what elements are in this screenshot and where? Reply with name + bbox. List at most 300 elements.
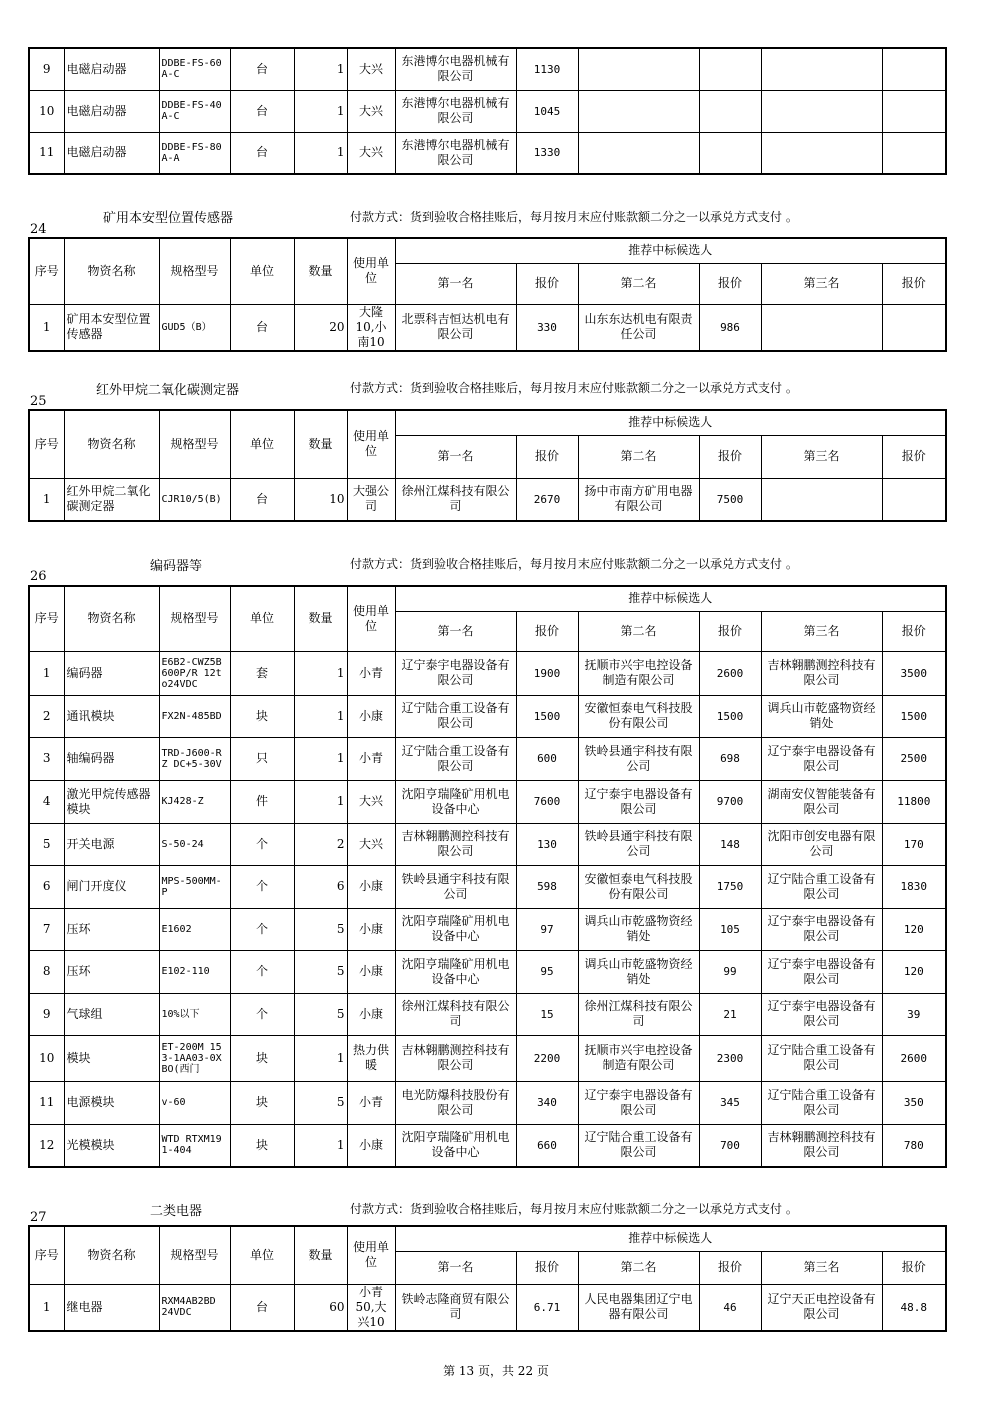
item-user: 小康 bbox=[347, 908, 395, 950]
item-unit: 个 bbox=[230, 950, 294, 993]
item-qty: 2 bbox=[294, 823, 347, 865]
item-qty: 20 bbox=[294, 304, 347, 351]
item-unit: 个 bbox=[230, 993, 294, 1035]
row-number: 8 bbox=[29, 950, 64, 993]
item-unit: 块 bbox=[230, 1124, 294, 1167]
third-price: 350 bbox=[882, 1081, 946, 1124]
second-price: 345 bbox=[699, 1081, 761, 1124]
table-row bbox=[29, 737, 946, 780]
header-price: 报价 bbox=[699, 1251, 761, 1284]
header-second: 第二名 bbox=[578, 1251, 699, 1284]
header-qty: 数量 bbox=[294, 586, 347, 651]
item-name: 闸门开度仪 bbox=[64, 865, 159, 908]
row-number: 9 bbox=[29, 48, 64, 90]
second-candidate: 人民电器集团辽宁电器有限公司 bbox=[578, 1284, 699, 1331]
second-candidate: 铁岭县通宇科技有限公司 bbox=[578, 737, 699, 780]
item-user: 小康 bbox=[347, 865, 395, 908]
second-candidate bbox=[578, 90, 699, 132]
item-qty: 1 bbox=[294, 1035, 347, 1081]
third-candidate: 吉林翱鹏测控科技有限公司 bbox=[761, 651, 882, 695]
third-candidate bbox=[761, 90, 882, 132]
header-user: 使用单位 bbox=[347, 586, 395, 651]
procurement-table bbox=[28, 585, 947, 1168]
third-price: 2500 bbox=[882, 737, 946, 780]
second-candidate: 辽宁泰宇电器设备有限公司 bbox=[578, 1081, 699, 1124]
first-price: 1130 bbox=[516, 48, 578, 90]
item-user: 小青 bbox=[347, 651, 395, 695]
header-model: 规格型号 bbox=[159, 586, 230, 651]
section-title: 矿用本安型位置传感器 bbox=[103, 211, 234, 226]
page-footer: 第 13 页，共 22 页 bbox=[443, 1364, 549, 1378]
first-price: 130 bbox=[516, 823, 578, 865]
header-third: 第三名 bbox=[761, 1251, 882, 1284]
item-unit: 块 bbox=[230, 1081, 294, 1124]
item-model: E1602 bbox=[159, 908, 230, 950]
item-model: MPS-500MM-P bbox=[159, 865, 230, 908]
item-model: 10%以下 bbox=[159, 993, 230, 1035]
header-second: 第二名 bbox=[578, 263, 699, 304]
first-price: 600 bbox=[516, 737, 578, 780]
item-unit: 台 bbox=[230, 132, 294, 174]
third-price: 3500 bbox=[882, 651, 946, 695]
item-unit: 个 bbox=[230, 865, 294, 908]
third-candidate: 调兵山市乾盛物资经销处 bbox=[761, 695, 882, 737]
second-price: 700 bbox=[699, 1124, 761, 1167]
second-candidate: 调兵山市乾盛物资经销处 bbox=[578, 908, 699, 950]
table-row bbox=[29, 908, 946, 950]
second-price: 46 bbox=[699, 1284, 761, 1331]
item-qty: 1 bbox=[294, 737, 347, 780]
header-recommend: 推荐中标候选人 bbox=[395, 586, 946, 611]
item-qty: 5 bbox=[294, 908, 347, 950]
first-price: 97 bbox=[516, 908, 578, 950]
second-price bbox=[699, 132, 761, 174]
header-third: 第三名 bbox=[761, 263, 882, 304]
row-number: 1 bbox=[29, 478, 64, 521]
first-candidate: 沈阳亨瑞隆矿用机电设备中心 bbox=[395, 780, 516, 823]
item-name: 开关电源 bbox=[64, 823, 159, 865]
second-price bbox=[699, 48, 761, 90]
item-unit: 块 bbox=[230, 1035, 294, 1081]
item-model: KJ428-Z bbox=[159, 780, 230, 823]
third-price bbox=[882, 132, 946, 174]
item-qty: 1 bbox=[294, 132, 347, 174]
row-number: 4 bbox=[29, 780, 64, 823]
second-price: 2300 bbox=[699, 1035, 761, 1081]
header-no: 序号 bbox=[29, 238, 64, 304]
first-candidate: 电光防爆科技股份有限公司 bbox=[395, 1081, 516, 1124]
header-recommend: 推荐中标候选人 bbox=[395, 410, 946, 435]
first-candidate: 吉林翱鹏测控科技有限公司 bbox=[395, 1035, 516, 1081]
first-price: 7600 bbox=[516, 780, 578, 823]
second-candidate: 抚顺市兴宇电控设备制造有限公司 bbox=[578, 651, 699, 695]
row-number: 11 bbox=[29, 1081, 64, 1124]
table-row bbox=[29, 478, 946, 521]
item-qty: 5 bbox=[294, 950, 347, 993]
second-price: 148 bbox=[699, 823, 761, 865]
item-name: 编码器 bbox=[64, 651, 159, 695]
item-qty: 1 bbox=[294, 90, 347, 132]
first-price: 1330 bbox=[516, 132, 578, 174]
first-candidate: 东港博尔电器机械有限公司 bbox=[395, 132, 516, 174]
second-candidate: 铁岭县通宇科技有限公司 bbox=[578, 823, 699, 865]
header-user: 使用单位 bbox=[347, 1226, 395, 1284]
item-model: ET-200M 153-1AA03-0XBO(西门 bbox=[159, 1035, 230, 1081]
third-price: 2600 bbox=[882, 1035, 946, 1081]
first-price: 660 bbox=[516, 1124, 578, 1167]
header-price: 报价 bbox=[516, 611, 578, 651]
table-row bbox=[29, 865, 946, 908]
item-user: 大兴 bbox=[347, 823, 395, 865]
item-unit: 个 bbox=[230, 908, 294, 950]
header-third: 第三名 bbox=[761, 611, 882, 651]
second-candidate: 调兵山市乾盛物资经销处 bbox=[578, 950, 699, 993]
third-candidate: 沈阳市创安电器有限公司 bbox=[761, 823, 882, 865]
item-name: 电磁启动器 bbox=[64, 90, 159, 132]
first-price: 598 bbox=[516, 865, 578, 908]
item-unit: 台 bbox=[230, 1284, 294, 1331]
continued-table bbox=[28, 47, 947, 175]
procurement-table bbox=[28, 409, 947, 522]
row-number: 7 bbox=[29, 908, 64, 950]
header-qty: 数量 bbox=[294, 410, 347, 478]
section-number: 24 bbox=[30, 222, 47, 237]
row-number: 3 bbox=[29, 737, 64, 780]
header-no: 序号 bbox=[29, 410, 64, 478]
third-price: 120 bbox=[882, 908, 946, 950]
first-candidate: 辽宁泰宇电器设备有限公司 bbox=[395, 651, 516, 695]
item-user: 小青 bbox=[347, 737, 395, 780]
header-no: 序号 bbox=[29, 1226, 64, 1284]
second-price bbox=[699, 90, 761, 132]
item-user: 大兴 bbox=[347, 48, 395, 90]
item-user: 小康 bbox=[347, 993, 395, 1035]
header-unit: 单位 bbox=[230, 238, 294, 304]
third-price: 1500 bbox=[882, 695, 946, 737]
third-price: 48.8 bbox=[882, 1284, 946, 1331]
payment-terms: 付款方式：货到验收合格挂账后，每月按月末应付账款额二分之一以承兑方式支付 。 bbox=[350, 210, 798, 224]
third-candidate: 辽宁泰宇电器设备有限公司 bbox=[761, 908, 882, 950]
procurement-table bbox=[28, 237, 947, 352]
row-number: 10 bbox=[29, 1035, 64, 1081]
item-name: 压环 bbox=[64, 950, 159, 993]
header-price: 报价 bbox=[882, 263, 946, 304]
header-price: 报价 bbox=[882, 435, 946, 478]
row-number: 1 bbox=[29, 304, 64, 351]
item-name: 压环 bbox=[64, 908, 159, 950]
header-qty: 数量 bbox=[294, 238, 347, 304]
item-user: 小康 bbox=[347, 950, 395, 993]
item-model: RXM4AB2BD 24VDC bbox=[159, 1284, 230, 1331]
third-price: 39 bbox=[882, 993, 946, 1035]
item-qty: 1 bbox=[294, 48, 347, 90]
item-name: 通讯模块 bbox=[64, 695, 159, 737]
third-candidate: 辽宁天正电控设备有限公司 bbox=[761, 1284, 882, 1331]
row-number: 1 bbox=[29, 651, 64, 695]
row-number: 5 bbox=[29, 823, 64, 865]
item-user: 大兴 bbox=[347, 780, 395, 823]
item-unit: 只 bbox=[230, 737, 294, 780]
first-price: 1500 bbox=[516, 695, 578, 737]
item-qty: 1 bbox=[294, 651, 347, 695]
third-candidate bbox=[761, 48, 882, 90]
item-qty: 1 bbox=[294, 780, 347, 823]
header-price: 报价 bbox=[882, 611, 946, 651]
header-qty: 数量 bbox=[294, 1226, 347, 1284]
item-user: 大强公司 bbox=[347, 478, 395, 521]
payment-terms: 付款方式：货到验收合格挂账后，每月按月末应付账款额二分之一以承兑方式支付 。 bbox=[350, 557, 798, 571]
table-row bbox=[29, 823, 946, 865]
row-number: 12 bbox=[29, 1124, 64, 1167]
table-row bbox=[29, 1081, 946, 1124]
second-candidate: 安徽恒泰电气科技股份有限公司 bbox=[578, 695, 699, 737]
header-recommend: 推荐中标候选人 bbox=[395, 1226, 946, 1251]
header-recommend: 推荐中标候选人 bbox=[395, 238, 946, 263]
second-candidate: 辽宁陆合重工设备有限公司 bbox=[578, 1124, 699, 1167]
payment-terms: 付款方式：货到验收合格挂账后，每月按月末应付账款额二分之一以承兑方式支付 。 bbox=[350, 1202, 798, 1216]
item-name: 电磁启动器 bbox=[64, 132, 159, 174]
item-model: E102-110 bbox=[159, 950, 230, 993]
item-unit: 块 bbox=[230, 695, 294, 737]
third-price bbox=[882, 478, 946, 521]
third-price: 780 bbox=[882, 1124, 946, 1167]
second-price: 698 bbox=[699, 737, 761, 780]
third-candidate: 辽宁陆合重工设备有限公司 bbox=[761, 1035, 882, 1081]
section-title: 编码器等 bbox=[150, 559, 203, 574]
first-candidate: 沈阳亨瑞隆矿用机电设备中心 bbox=[395, 1124, 516, 1167]
first-candidate: 吉林翱鹏测控科技有限公司 bbox=[395, 823, 516, 865]
header-price: 报价 bbox=[516, 263, 578, 304]
item-qty: 5 bbox=[294, 993, 347, 1035]
first-candidate: 徐州江煤科技有限公司 bbox=[395, 478, 516, 521]
item-model: E6B2-CWZ5B 600P/R 12to24VDC bbox=[159, 651, 230, 695]
header-first: 第一名 bbox=[395, 263, 516, 304]
third-candidate: 辽宁陆合重工设备有限公司 bbox=[761, 1081, 882, 1124]
header-price: 报价 bbox=[516, 435, 578, 478]
item-model: CJR10/5(B) bbox=[159, 478, 230, 521]
item-model: TRD-J600-RZ DC+5-30V bbox=[159, 737, 230, 780]
item-qty: 5 bbox=[294, 1081, 347, 1124]
third-price: 170 bbox=[882, 823, 946, 865]
item-unit: 台 bbox=[230, 48, 294, 90]
item-unit: 件 bbox=[230, 780, 294, 823]
third-candidate bbox=[761, 132, 882, 174]
item-model: DDBE-FS-40A-C bbox=[159, 90, 230, 132]
table-row bbox=[29, 48, 946, 90]
header-price: 报价 bbox=[699, 435, 761, 478]
item-user: 大隆10,小南10 bbox=[347, 304, 395, 351]
first-price: 6.71 bbox=[516, 1284, 578, 1331]
third-price bbox=[882, 48, 946, 90]
item-name: 模块 bbox=[64, 1035, 159, 1081]
first-price: 95 bbox=[516, 950, 578, 993]
second-price: 105 bbox=[699, 908, 761, 950]
first-candidate: 东港博尔电器机械有限公司 bbox=[395, 48, 516, 90]
header-name: 物资名称 bbox=[64, 238, 159, 304]
section-number: 27 bbox=[30, 1210, 47, 1225]
second-candidate: 山东东达机电有限责任公司 bbox=[578, 304, 699, 351]
third-price: 120 bbox=[882, 950, 946, 993]
first-price: 1045 bbox=[516, 90, 578, 132]
first-candidate: 辽宁陆合重工设备有限公司 bbox=[395, 737, 516, 780]
header-model: 规格型号 bbox=[159, 1226, 230, 1284]
first-candidate: 铁岭志隆商贸有限公司 bbox=[395, 1284, 516, 1331]
section-title: 二类电器 bbox=[150, 1204, 203, 1219]
section-number: 25 bbox=[30, 394, 47, 409]
table-row bbox=[29, 695, 946, 737]
item-model: WTD RTXM191-404 bbox=[159, 1124, 230, 1167]
second-candidate: 安徽恒泰电气科技股份有限公司 bbox=[578, 865, 699, 908]
third-candidate: 辽宁泰宇电器设备有限公司 bbox=[761, 737, 882, 780]
header-name: 物资名称 bbox=[64, 586, 159, 651]
table-row bbox=[29, 780, 946, 823]
third-candidate: 吉林翱鹏测控科技有限公司 bbox=[761, 1124, 882, 1167]
item-model: GUD5（B） bbox=[159, 304, 230, 351]
item-unit: 台 bbox=[230, 478, 294, 521]
section-number: 26 bbox=[30, 569, 47, 584]
item-user: 小康 bbox=[347, 1124, 395, 1167]
header-no: 序号 bbox=[29, 586, 64, 651]
header-unit: 单位 bbox=[230, 1226, 294, 1284]
item-user: 小青50,大兴10 bbox=[347, 1284, 395, 1331]
header-price: 报价 bbox=[699, 611, 761, 651]
second-price: 986 bbox=[699, 304, 761, 351]
item-qty: 1 bbox=[294, 1124, 347, 1167]
second-candidate: 辽宁泰宇电器设备有限公司 bbox=[578, 780, 699, 823]
item-name: 继电器 bbox=[64, 1284, 159, 1331]
item-name: 光模模块 bbox=[64, 1124, 159, 1167]
procurement-table bbox=[28, 1225, 947, 1332]
table-row bbox=[29, 950, 946, 993]
item-unit: 个 bbox=[230, 823, 294, 865]
third-candidate: 辽宁泰宇电器设备有限公司 bbox=[761, 950, 882, 993]
second-candidate: 扬中市南方矿用电器有限公司 bbox=[578, 478, 699, 521]
item-model: S-50-24 bbox=[159, 823, 230, 865]
third-candidate: 湖南安仪智能装备有限公司 bbox=[761, 780, 882, 823]
first-price: 15 bbox=[516, 993, 578, 1035]
first-candidate: 沈阳亨瑞隆矿用机电设备中心 bbox=[395, 908, 516, 950]
header-user: 使用单位 bbox=[347, 410, 395, 478]
header-model: 规格型号 bbox=[159, 410, 230, 478]
second-candidate: 抚顺市兴宇电控设备制造有限公司 bbox=[578, 1035, 699, 1081]
item-qty: 6 bbox=[294, 865, 347, 908]
item-user: 小青 bbox=[347, 1081, 395, 1124]
header-third: 第三名 bbox=[761, 435, 882, 478]
item-name: 矿用本安型位置传感器 bbox=[64, 304, 159, 351]
row-number: 11 bbox=[29, 132, 64, 174]
payment-terms: 付款方式：货到验收合格挂账后，每月按月末应付账款额二分之一以承兑方式支付 。 bbox=[350, 381, 798, 395]
third-candidate bbox=[761, 304, 882, 351]
item-name: 红外甲烷二氧化碳测定器 bbox=[64, 478, 159, 521]
header-user: 使用单位 bbox=[347, 238, 395, 304]
item-user: 热力供暖 bbox=[347, 1035, 395, 1081]
first-candidate: 沈阳亨瑞隆矿用机电设备中心 bbox=[395, 950, 516, 993]
item-name: 电源模块 bbox=[64, 1081, 159, 1124]
item-user: 大兴 bbox=[347, 132, 395, 174]
item-model: DDBE-FS-60A-C bbox=[159, 48, 230, 90]
item-name: 气球组 bbox=[64, 993, 159, 1035]
second-candidate bbox=[578, 48, 699, 90]
third-price bbox=[882, 90, 946, 132]
item-unit: 台 bbox=[230, 304, 294, 351]
header-unit: 单位 bbox=[230, 586, 294, 651]
item-unit: 台 bbox=[230, 90, 294, 132]
header-unit: 单位 bbox=[230, 410, 294, 478]
header-first: 第一名 bbox=[395, 1251, 516, 1284]
table-row bbox=[29, 132, 946, 174]
second-price: 21 bbox=[699, 993, 761, 1035]
table-row bbox=[29, 651, 946, 695]
header-price: 报价 bbox=[516, 1251, 578, 1284]
row-number: 10 bbox=[29, 90, 64, 132]
item-model: FX2N-485BD bbox=[159, 695, 230, 737]
second-price: 9700 bbox=[699, 780, 761, 823]
first-price: 1900 bbox=[516, 651, 578, 695]
item-model: DDBE-FS-80A-A bbox=[159, 132, 230, 174]
first-price: 330 bbox=[516, 304, 578, 351]
third-candidate: 辽宁泰宇电器设备有限公司 bbox=[761, 993, 882, 1035]
item-qty: 10 bbox=[294, 478, 347, 521]
item-name: 轴编码器 bbox=[64, 737, 159, 780]
header-price: 报价 bbox=[699, 263, 761, 304]
item-model: v-60 bbox=[159, 1081, 230, 1124]
table-row bbox=[29, 90, 946, 132]
item-qty: 1 bbox=[294, 695, 347, 737]
first-price: 2670 bbox=[516, 478, 578, 521]
item-qty: 60 bbox=[294, 1284, 347, 1331]
header-second: 第二名 bbox=[578, 435, 699, 478]
item-user: 大兴 bbox=[347, 90, 395, 132]
third-price: 1830 bbox=[882, 865, 946, 908]
second-price: 1750 bbox=[699, 865, 761, 908]
first-price: 340 bbox=[516, 1081, 578, 1124]
first-candidate: 北票科吉恒达机电有限公司 bbox=[395, 304, 516, 351]
table-row bbox=[29, 1284, 946, 1331]
first-candidate: 东港博尔电器机械有限公司 bbox=[395, 90, 516, 132]
table-row bbox=[29, 1124, 946, 1167]
header-price: 报价 bbox=[882, 1251, 946, 1284]
item-name: 电磁启动器 bbox=[64, 48, 159, 90]
first-candidate: 辽宁陆合重工设备有限公司 bbox=[395, 695, 516, 737]
row-number: 2 bbox=[29, 695, 64, 737]
second-price: 7500 bbox=[699, 478, 761, 521]
second-price: 1500 bbox=[699, 695, 761, 737]
row-number: 6 bbox=[29, 865, 64, 908]
header-name: 物资名称 bbox=[64, 1226, 159, 1284]
table-row bbox=[29, 304, 946, 351]
row-number: 9 bbox=[29, 993, 64, 1035]
item-user: 小康 bbox=[347, 695, 395, 737]
header-name: 物资名称 bbox=[64, 410, 159, 478]
third-candidate bbox=[761, 478, 882, 521]
third-price: 11800 bbox=[882, 780, 946, 823]
header-model: 规格型号 bbox=[159, 238, 230, 304]
second-price: 99 bbox=[699, 950, 761, 993]
table-row bbox=[29, 993, 946, 1035]
second-candidate bbox=[578, 132, 699, 174]
item-unit: 套 bbox=[230, 651, 294, 695]
header-first: 第一名 bbox=[395, 611, 516, 651]
first-price: 2200 bbox=[516, 1035, 578, 1081]
first-candidate: 徐州江煤科技有限公司 bbox=[395, 993, 516, 1035]
row-number: 1 bbox=[29, 1284, 64, 1331]
second-candidate: 徐州江煤科技有限公司 bbox=[578, 993, 699, 1035]
header-second: 第二名 bbox=[578, 611, 699, 651]
item-name: 激光甲烷传感器模块 bbox=[64, 780, 159, 823]
third-price bbox=[882, 304, 946, 351]
first-candidate: 铁岭县通宇科技有限公司 bbox=[395, 865, 516, 908]
second-price: 2600 bbox=[699, 651, 761, 695]
